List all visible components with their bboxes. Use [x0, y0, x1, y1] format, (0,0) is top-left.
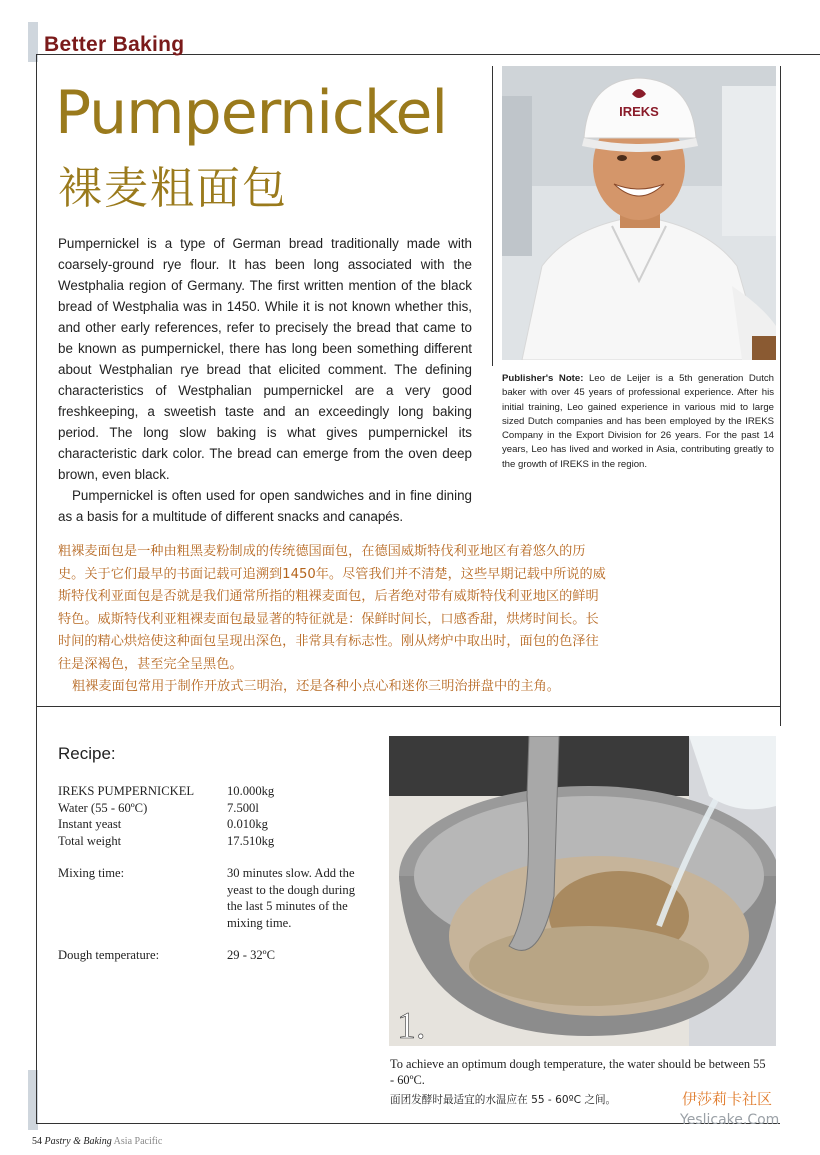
frame-left-rule — [36, 54, 37, 1124]
mixing-time-value: 30 minutes slow. Add the yeast to the dough during the last 5 minutes of the mixing time. — [227, 866, 356, 930]
mixer-bowl-illustration — [389, 736, 776, 1046]
publisher-note — [502, 372, 774, 472]
recipe-row — [58, 783, 378, 800]
step-number: 1. — [397, 1005, 426, 1046]
publisher-note-text: Leo de Leijer is a 5th generation Dutch baker with over 45 years of professional experience. After his initial training, Leo gained experience in various mid to large sized Dutch companies and has been employed by the IREKS Company in the Export Division for 26 years. For the past 14 years, Leo has lived and worked in Asia, contributing greatly to the growth of IREKS in the region. — [502, 373, 774, 470]
article-paragraph: Pumpernickel is a type of German bread traditionally made with coarsely-ground rye flour. It has been long associated with the Westphalia region of Germany. The first written mention of the black bread of Westphalia was in 1450. While it is not known whether this, and other early references, refer to precisely the bread that came to be known as pumpernickel, there has long been something different about Westphalian rye bread that elicited comment. The defining characteristics of Westphalian pumpernickel are a very good freshkeeping, a sweetish taste and an exceedingly long baking period. The long slow baking is what gives pumpernickel its characteristic dark color. The bread can emerge from the oven deep brown, even black. — [58, 236, 472, 482]
step-caption-english: To achieve an optimum dough temperature, the water should be between 55 - 60ºC. — [390, 1057, 766, 1087]
page-title: Pumpernickel — [55, 78, 448, 148]
frame-bottom-rule — [36, 1123, 780, 1124]
recipe-row — [58, 947, 378, 964]
recipe-spacer — [58, 849, 378, 865]
watermark-url: Yeslicake.Com — [680, 1112, 780, 1128]
recipe-title: Recipe: — [58, 744, 116, 763]
recipe-row — [58, 833, 378, 850]
article-body-chinese — [58, 541, 608, 699]
baker-portrait-illustration — [502, 66, 776, 360]
section-divider — [36, 706, 780, 707]
mixer-bowl-photo — [389, 736, 776, 1046]
ingredient-name: Instant yeast — [58, 817, 122, 831]
recipe-table — [58, 783, 378, 964]
ingredient-name: Total weight — [58, 833, 122, 848]
article-paragraph-chinese: 粗裸麦面包常用于制作开放式三明治，还是各种小点心和迷你三明治拼盘中的主角。 — [72, 679, 560, 694]
step-caption-chinese: 面团发酵时最适宜的水温应在 55 - 60ºC 之间。 — [390, 1094, 617, 1106]
recipe-row — [58, 816, 378, 833]
page-title-chinese: 裸麦粗面包 — [58, 163, 288, 214]
section-title: Better Baking — [44, 33, 185, 56]
dough-temperature-value: 29 - 32ºC — [227, 948, 275, 962]
ingredient-amount: 0.010kg — [227, 817, 268, 831]
page-number: 54 — [32, 1136, 42, 1147]
ingredient-name: IREKS PUMPERNICKEL — [58, 784, 195, 798]
article-body-english — [58, 233, 472, 527]
magazine-name: Pastry & Baking — [44, 1136, 112, 1147]
frame-right-rule — [780, 66, 781, 726]
article-paragraph-chinese: 粗裸麦面包是一种由粗黑麦粉制成的传统德国面包，在德国威斯特伐利亚地区有着悠久的历史。关于它们最早的书面记载可追溯到1450年。尽管我们并不清楚，这些早期记载中所说的威斯特伐利亚面包是否就是我们通常所指的粗裸麦面包，后者绝对带有威斯特伐利亚地区的鲜明特色。威斯特伐利亚粗裸麦面包最显著的特征就是：保鲜时间长，口感香甜，烘烤时间长。长时间的精心烘焙使这种面包呈现出深色，非常具有标志性。刚从烤炉中取出时，面包的色泽往往是深褐色，甚至完全呈黑色。 — [58, 544, 606, 672]
watermark-chinese: 伊莎莉卡社区 — [682, 1090, 773, 1108]
recipe-row — [58, 865, 378, 931]
magazine-region: Asia Pacific — [113, 1136, 163, 1147]
page-footer — [32, 1136, 162, 1147]
article-paragraph: Pumpernickel is often used for open sandwiches and in fine dining as a basis for a multitude of different snacks and canapés. — [58, 488, 472, 524]
mixing-time-label: Mixing time: — [58, 866, 125, 880]
recipe-spacer — [58, 931, 378, 947]
ingredient-amount: 17.510kg — [227, 833, 275, 848]
photo-frame-rule — [492, 66, 493, 366]
recipe-row — [58, 800, 378, 817]
ingredient-amount: 7.500l — [227, 800, 259, 815]
baker-portrait-photo — [502, 66, 776, 360]
cap-logo-text: IREKS — [619, 104, 659, 119]
publisher-note-label: Publisher's Note: — [502, 373, 584, 384]
ingredient-name: Water (55 - 60ºC) — [58, 800, 148, 815]
dough-temperature-label: Dough temperature: — [58, 948, 160, 962]
ingredient-amount: 10.000kg — [227, 784, 275, 798]
